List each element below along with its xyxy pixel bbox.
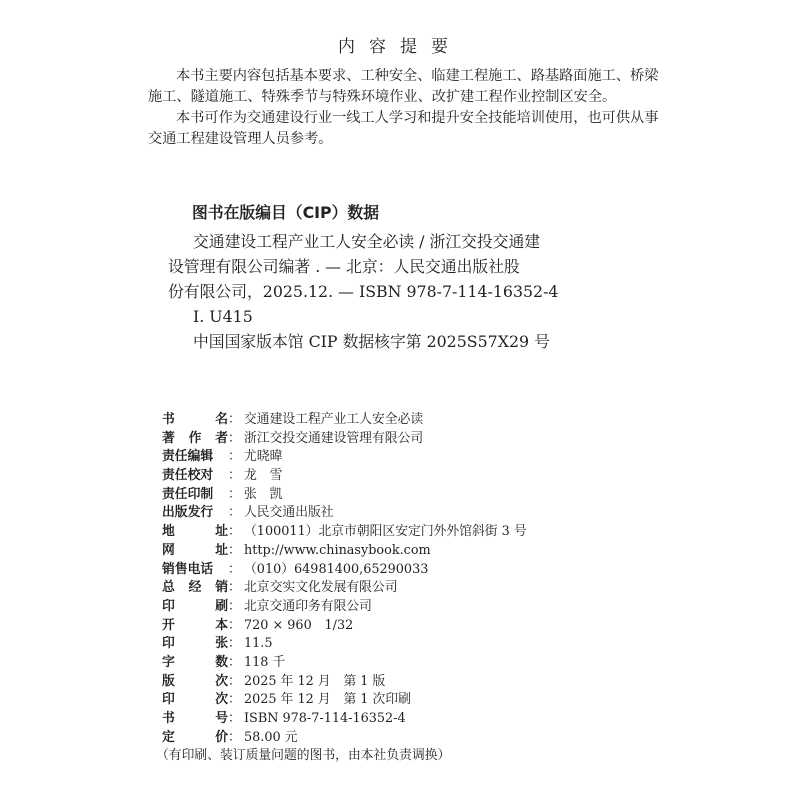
cip-section [168, 202, 559, 354]
info-label [162, 635, 228, 654]
info-label [162, 691, 228, 710]
cip-line: 中国国家版本馆 CIP 数据核字第 2025S57X29 号 [193, 332, 550, 351]
info-colon: ： [228, 580, 241, 596]
summary-paragraph: 本书主要内容包括基本要求、工种安全、临建工程施工、路基路面施工、桥梁施工、隧道施工、特殊季节与特殊环境作业、改扩建工程作业控制区安全。 [148, 68, 659, 105]
info-colon: ： [228, 636, 241, 652]
info-label [162, 430, 228, 449]
info-label-char: 张 [215, 636, 228, 652]
info-label-char: 作 [188, 430, 202, 446]
info-label-char: 址 [215, 524, 228, 540]
info-colon: ： [228, 486, 241, 502]
info-row [162, 673, 527, 692]
info-label [162, 617, 228, 636]
info-label-char: 印 [162, 598, 175, 614]
info-label-char: 印 [162, 636, 175, 652]
info-label-char: 责任编辑 [162, 449, 214, 465]
info-label [162, 486, 228, 505]
info-label-char: 责任校对 [162, 468, 214, 484]
info-row [162, 542, 527, 561]
info-value: 2025 年 12 月 第 1 版 [244, 673, 386, 689]
info-label [162, 710, 228, 729]
info-value: 浙江交投交通建设管理有限公司 [244, 430, 424, 446]
info-label-char: 印 [162, 692, 175, 708]
info-row [162, 654, 527, 673]
info-label-char: 次 [215, 692, 228, 708]
info-label-char: 书 [162, 412, 175, 427]
info-value: 720 × 960 1/32 [244, 617, 354, 633]
cip-line: 交通建设工程产业工人安全必读 / 浙江交投交通建 [193, 232, 541, 251]
info-label-char: 销 [215, 580, 228, 596]
info-label-char: 网 [162, 542, 175, 558]
info-row [162, 617, 527, 636]
info-colon: ： [228, 449, 241, 465]
info-label-char: 者 [215, 430, 228, 446]
info-row [162, 691, 527, 710]
info-colon: ： [228, 598, 241, 614]
info-colon: ： [228, 542, 241, 558]
info-row [162, 448, 527, 467]
info-value: （100011）北京市朝阳区安定门外外馆斜街 3 号 [244, 524, 527, 540]
info-label-char: 开 [162, 617, 175, 633]
info-value: 尤晓暐 [244, 449, 283, 465]
publication-info [156, 411, 527, 766]
info-label-char: 著 [162, 430, 175, 446]
info-value: 58.00 元 [244, 729, 298, 745]
cip-heading: 图书在版编目（CIP）数据 [192, 203, 380, 222]
info-label-char: 字 [162, 654, 175, 670]
info-value: 龙 雪 [244, 468, 283, 484]
info-label-char: 次 [215, 673, 228, 689]
info-label [162, 561, 228, 580]
info-value: ISBN 978-7-114-16352-4 [244, 711, 406, 726]
info-colon: ： [228, 412, 241, 427]
info-label-char: 名 [215, 412, 228, 427]
info-row [162, 598, 527, 617]
summary-section [148, 66, 668, 150]
info-value: 北京交通印务有限公司 [244, 598, 372, 614]
info-value: 人民交通出版社 [244, 505, 334, 521]
info-value: http://www.chinasybook.com [244, 542, 431, 558]
info-label [162, 579, 228, 598]
info-row [162, 523, 527, 542]
info-value: 118 千 [244, 654, 286, 670]
info-label-char: 刷 [215, 598, 228, 614]
quality-note: （有印刷、装订质量问题的图书，由本社负责调换） [156, 748, 451, 764]
info-label [162, 467, 228, 486]
info-value: 张 凯 [244, 486, 283, 502]
info-label [162, 598, 228, 617]
info-row [162, 467, 527, 486]
info-row [162, 635, 527, 654]
info-label [162, 673, 228, 692]
info-label-char: 数 [215, 654, 228, 670]
info-row [162, 579, 527, 598]
info-colon: ： [228, 468, 241, 484]
info-label-char: 价 [215, 729, 228, 745]
info-colon: ： [228, 524, 241, 540]
info-row [162, 561, 527, 580]
info-colon: ： [228, 711, 241, 726]
info-label-char: 责任印制 [162, 486, 214, 502]
info-value: （010）64981400,65290033 [244, 561, 429, 577]
info-label-char: 经 [188, 580, 202, 596]
info-colon: ： [228, 430, 241, 446]
info-row [162, 430, 527, 449]
info-colon: ： [228, 729, 241, 745]
info-label-char: 销售电话 [162, 561, 214, 577]
info-label-char: 书 [162, 711, 175, 726]
info-label-char: 总 [162, 580, 175, 596]
info-label-char: 本 [215, 617, 228, 633]
cip-line: Ⅰ. U415 [193, 307, 253, 326]
cip-line: 设管理有限公司编著 . — 北京：人民交通出版社股 [168, 257, 520, 276]
info-label [162, 654, 228, 673]
info-colon: ： [228, 561, 241, 577]
info-value: 11.5 [244, 636, 273, 652]
summary-paragraph: 本书可作为交通建设行业一线工人学习和提升安全技能培训使用，也可供从事交通工程建设管理人员参考。 [148, 110, 659, 147]
info-label [162, 448, 228, 467]
info-label [162, 729, 228, 748]
info-value: 交通建设工程产业工人安全必读 [244, 412, 424, 427]
info-row [162, 729, 527, 748]
info-value: 2025 年 12 月 第 1 次印刷 [244, 692, 411, 708]
info-colon: ： [228, 505, 241, 521]
info-label [162, 504, 228, 523]
info-label-char: 版 [162, 673, 175, 689]
info-label-char: 定 [162, 729, 175, 745]
info-label [162, 542, 228, 561]
info-label [162, 411, 228, 430]
info-label-char: 号 [215, 711, 228, 726]
info-colon: ： [228, 617, 241, 633]
info-colon: ： [228, 692, 241, 708]
info-label-char: 出版发行 [162, 505, 214, 521]
cip-line: 份有限公司，2025.12. — ISBN 978-7-114-16352-4 [168, 282, 559, 301]
info-label-char: 址 [215, 542, 228, 558]
info-label [162, 523, 228, 542]
info-row [162, 710, 527, 729]
info-row [162, 411, 527, 430]
info-label-char: 地 [162, 524, 175, 540]
summary-title: 内容提要 [338, 37, 462, 57]
info-colon: ： [228, 654, 241, 670]
info-colon: ： [228, 673, 241, 689]
info-value: 北京交实文化发展有限公司 [244, 580, 398, 596]
info-row [162, 504, 527, 523]
info-row [162, 486, 527, 505]
